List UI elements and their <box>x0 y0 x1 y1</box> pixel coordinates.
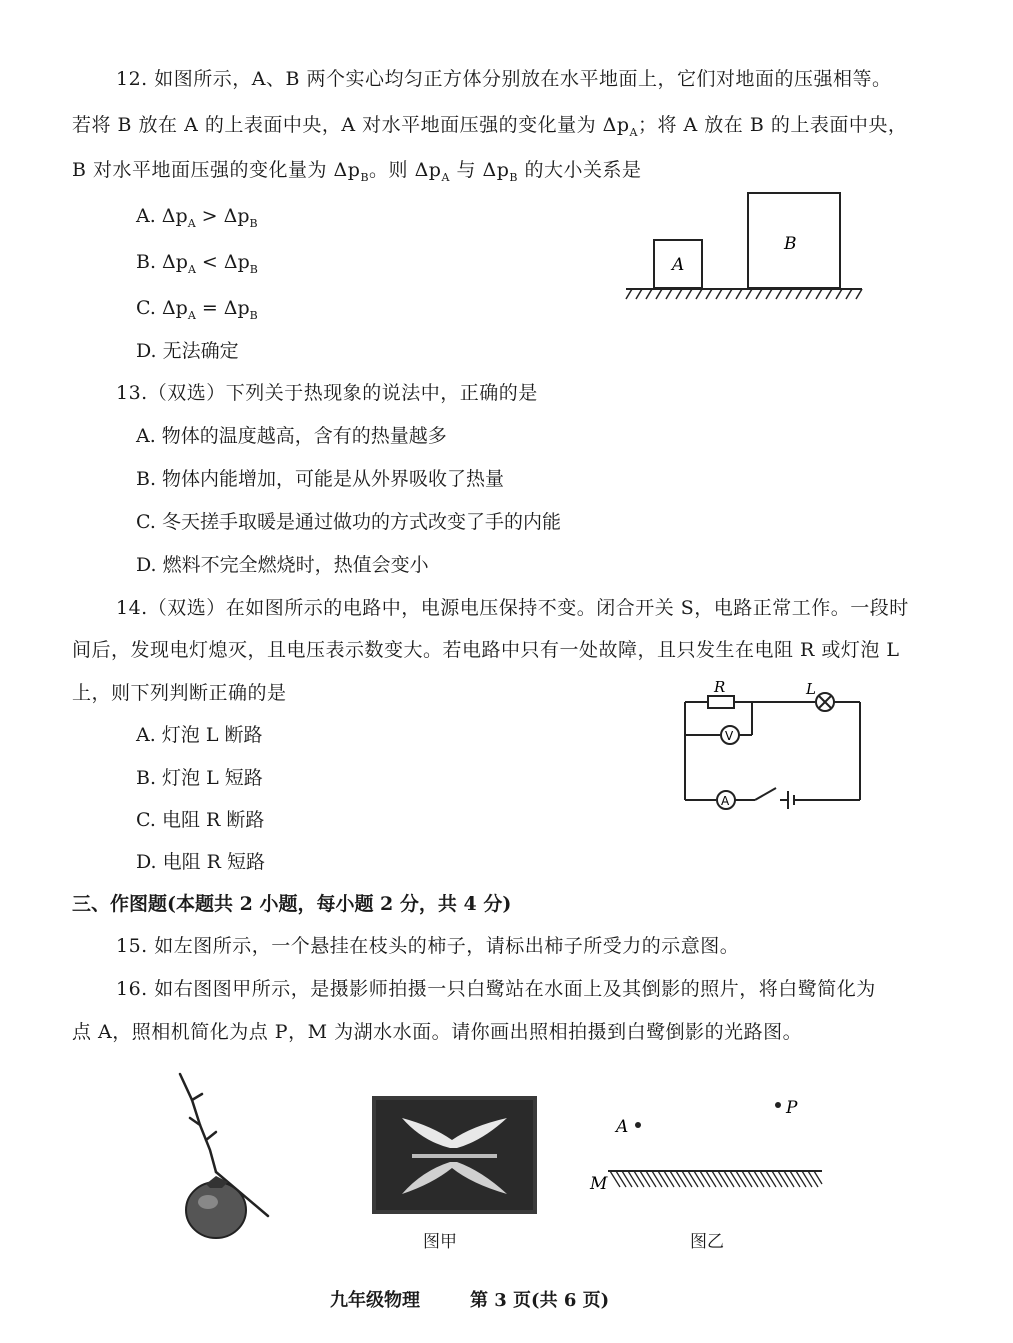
label-m: M <box>590 1174 608 1194</box>
q12-option-b: B. $\Delta p_A < \Delta p_B$ <box>136 251 258 276</box>
q13-option-d: D. 燃料不完全燃烧时，热值会变小 <box>136 554 429 576</box>
persimmon <box>186 1182 246 1238</box>
footer-subject: 九年级物理 <box>330 1290 420 1311</box>
q13-option-b: B. 物体内能增加，可能是从外界吸收了热量 <box>136 468 505 490</box>
q14-option-a: A. 灯泡 L 断路 <box>136 724 263 746</box>
block-a-label: A <box>672 255 685 275</box>
diagram-yi <box>588 1095 828 1200</box>
q13-stem: 13.（双选）下列关于热现象的说法中，正确的是 <box>116 382 538 404</box>
label-point-p: P <box>786 1098 798 1118</box>
q12-line3: B 对水平地面压强的变化量为 $\Delta p_B$。则 $\Delta p_A$ 与 $\Delta p_B$ 的大小关系是 <box>72 159 642 184</box>
q12-line2: 若将 B 放在 A 的上表面中央，A 对水平地面压强的变化量为 $\Delta p_A$；将 A 放在 B 的上表面中央， <box>72 114 908 139</box>
q14-line2: 间后，发现电灯熄灭，且电压表示数变大。若电路中只有一处故障，且只发生在电阻 R 或灯泡 L <box>72 639 900 661</box>
q16-line2: 点 A，照相机简化为点 P，M 为湖水水面。请你画出照相拍摄到白鹭倒影的光路图。 <box>72 1021 803 1043</box>
water-hatch <box>610 1171 822 1187</box>
q12-option-a: A. $\Delta p_A > \Delta p_B$ <box>136 205 258 230</box>
q12-option-c: C. $\Delta p_A = \Delta p_B$ <box>136 297 258 322</box>
egret-photo <box>372 1096 537 1214</box>
point-a <box>635 1122 641 1128</box>
q14-line3: 上，则下列判断正确的是 <box>72 682 287 704</box>
label-r: R <box>714 678 726 696</box>
q14-option-c: C. 电阻 R 断路 <box>136 809 265 831</box>
section-3-heading: 三、作图题(本题共 2 小题，每小题 2 分，共 4 分) <box>72 893 512 915</box>
q14-option-b: B. 灯泡 L 短路 <box>136 767 263 789</box>
q13-option-c: C. 冬天搓手取暖是通过做功的方式改变了手的内能 <box>136 511 561 533</box>
label-l: L <box>806 680 816 698</box>
q14-option-d: D. 电阻 R 短路 <box>136 851 266 873</box>
persimmon-figure <box>170 1070 280 1250</box>
q15-stem: 15. 如左图所示，一个悬挂在枝头的柿子，请标出柿子所受力的示意图。 <box>116 935 740 957</box>
ground-hatch <box>626 289 862 299</box>
q14-line1: 14.（双选）在如图所示的电路中，电源电压保持不变。闭合开关 S，电路正常工作。一段时 <box>116 597 909 619</box>
q12-option-d: D. 无法确定 <box>136 340 239 362</box>
caption-yi: 图乙 <box>690 1232 724 1252</box>
label-a: A <box>721 794 730 808</box>
block-b-label: B <box>784 234 797 254</box>
point-p <box>775 1102 781 1108</box>
q12-blocks-figure <box>620 185 870 305</box>
footer-page: 第 3 页(共 6 页) <box>470 1290 610 1311</box>
q16-line1: 16. 如右图图甲所示，是摄影师拍摄一只白鹭站在水面上及其倒影的照片，将白鹭简化为 <box>116 978 876 1000</box>
q12-line1: 12. 如图所示，A、B 两个实心均匀正方体分别放在水平地面上，它们对地面的压强相等。 <box>116 68 892 90</box>
switch-s <box>755 788 776 800</box>
q14-circuit-figure <box>680 680 870 810</box>
caption-jia: 图甲 <box>423 1232 457 1252</box>
label-v: V <box>725 729 734 743</box>
label-point-a: A <box>616 1117 629 1137</box>
resistor-r <box>708 696 734 708</box>
q13-option-a: A. 物体的温度越高，含有的热量越多 <box>136 425 447 447</box>
